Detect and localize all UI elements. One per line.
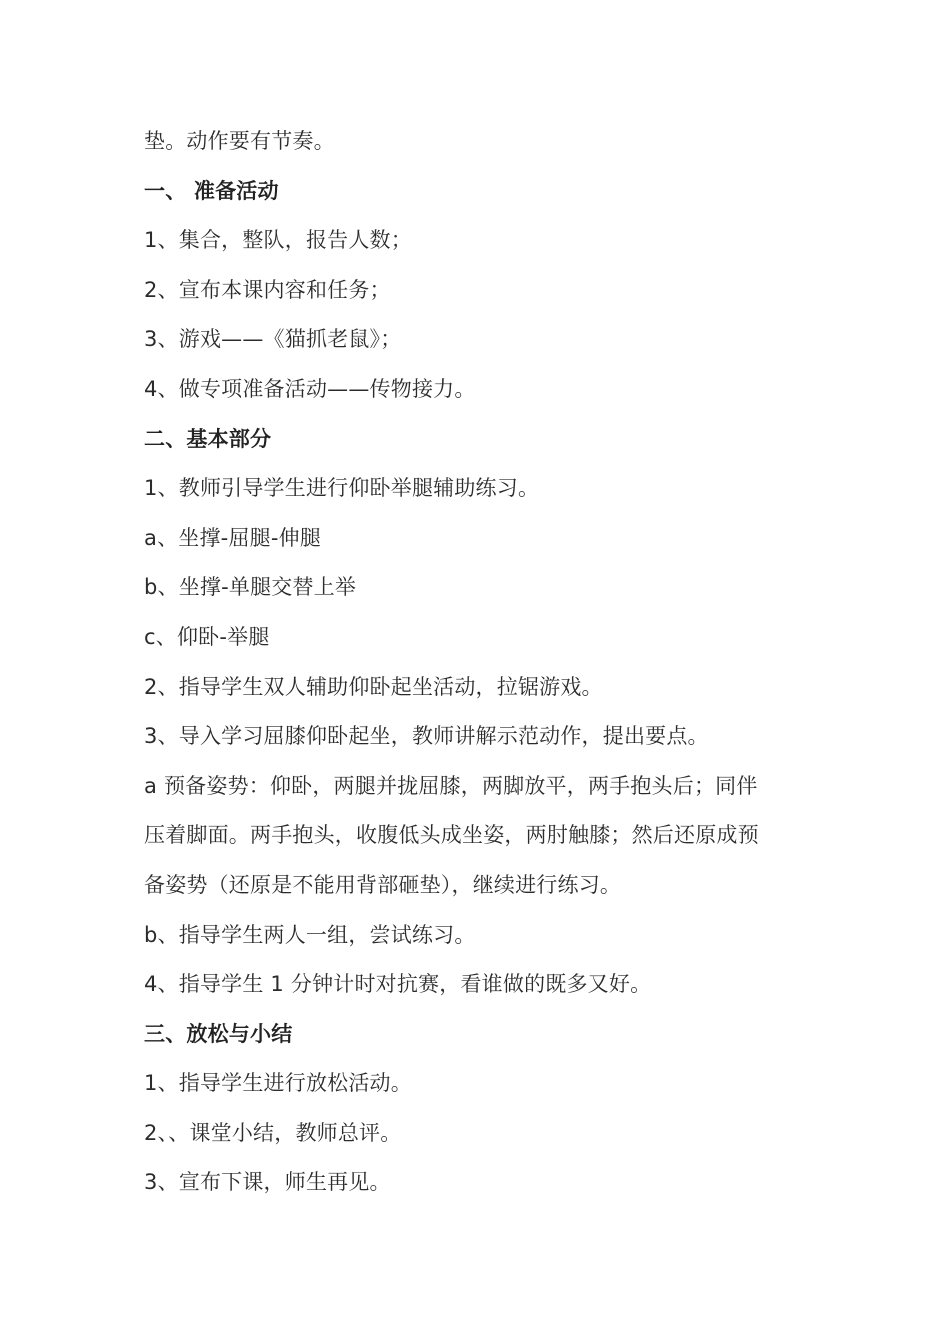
list-item: 1、集合，整队，报告人数；: [144, 228, 412, 253]
section-heading-relax-summary: 三、放松与小结: [144, 1021, 293, 1046]
section-heading-basic-part: 二、基本部分: [144, 426, 272, 451]
list-item: 4、指导学生 1 分钟计时对抗赛，看谁做的既多又好。: [144, 972, 652, 997]
list-item: b、坐撑-单腿交替上举: [144, 575, 357, 600]
list-item: 2、指导学生双人辅助仰卧起坐活动，拉锯游戏。: [144, 674, 603, 699]
list-item: 3、导入学习屈膝仰卧起坐，教师讲解示范动作，提出要点。: [144, 724, 709, 749]
paragraph-text: 压着脚面。两手抱头，收腹低头成坐姿，两肘触膝；然后还原成预: [144, 823, 759, 848]
paragraph-text: 垫。动作要有节奏。: [144, 129, 335, 153]
list-item: a、坐撑-屈腿-伸腿: [144, 525, 322, 550]
list-item: 2、、课堂小结，教师总评。: [144, 1120, 402, 1145]
list-item: b、指导学生两人一组，尝试练习。: [144, 922, 476, 947]
list-item: 1、教师引导学生进行仰卧举腿辅助练习。: [144, 476, 540, 501]
list-item: 3、宣布下课，师生再见。: [144, 1170, 391, 1195]
document-body: [144, 117, 804, 1208]
list-item: 4、做专项准备活动——传物接力。: [144, 376, 476, 401]
list-item: 3、游戏——《猫抓老鼠》；: [144, 327, 402, 352]
section-heading-preparation: 一、 准备活动: [144, 178, 279, 203]
list-item: 2、宣布本课内容和任务；: [144, 277, 391, 302]
paragraph-text: a 预备姿势：仰卧，两腿并拢屈膝，两脚放平，两手抱头后；同伴: [144, 773, 758, 798]
paragraph-text: 备姿势（还原是不能用背部砸垫），继续进行练习。: [144, 872, 622, 897]
list-item: 1、指导学生进行放松活动。: [144, 1071, 412, 1096]
list-item: c、仰卧-举腿: [144, 624, 270, 649]
